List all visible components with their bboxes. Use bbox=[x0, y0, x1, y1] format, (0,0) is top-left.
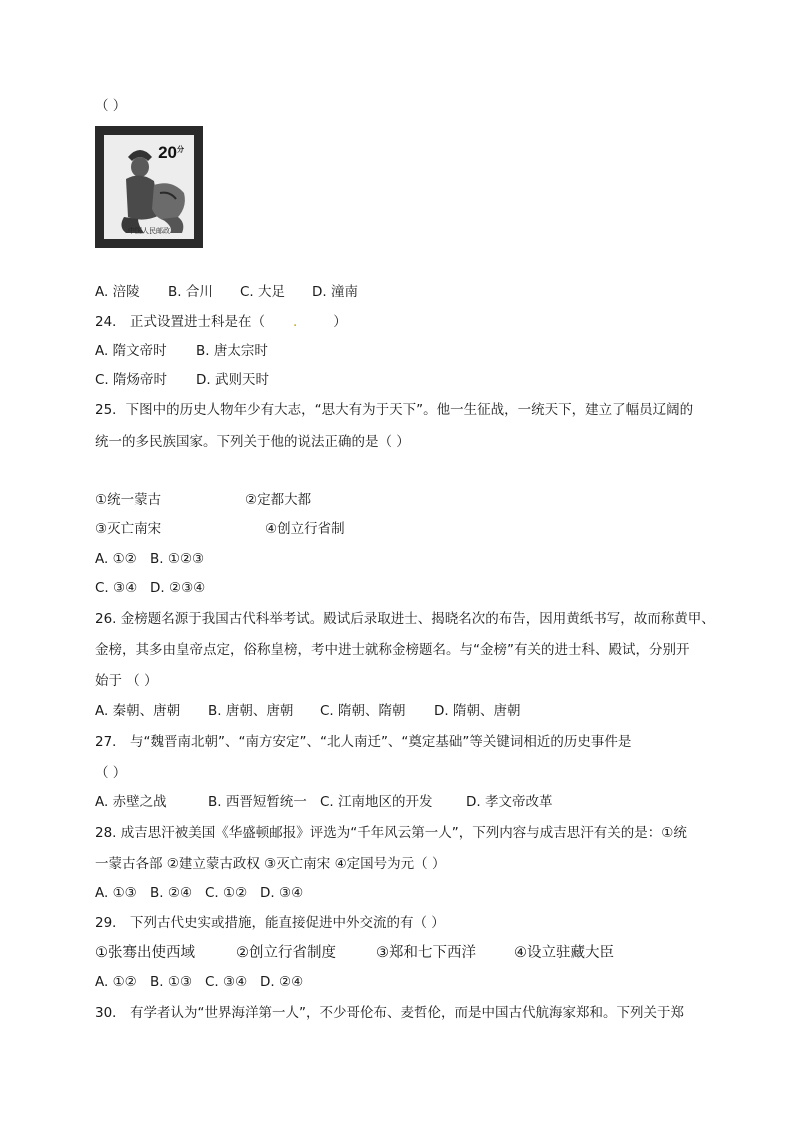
q26-stem-line-1: 26. 金榜题名源于我国古代科举考试。殿试后录取进士、揭晓名次的布告，因用黄纸书写，故而称黄甲、 bbox=[95, 611, 715, 627]
q25-option-d[interactable]: D. ②③④ bbox=[150, 580, 206, 596]
stamp-caption: 中国人民邮政 bbox=[128, 227, 170, 235]
q27-stem-line-1: 27． 与“魏晋南北朝”、“南方安定”、“北人南迁”、“奠定基础”等关键词相近的历史事件是 bbox=[95, 734, 632, 750]
q28-stem-line-1: 28. 成吉思汗被美国《华盛顿邮报》评选为“千年风云第一人”，下列内容与成吉思汗有关的是：①统 bbox=[95, 825, 687, 841]
q26-option-c[interactable]: C. 隋朝、隋朝 bbox=[320, 703, 406, 719]
q25-item-1: ①统一蒙古 bbox=[95, 492, 162, 508]
q26-option-d[interactable]: D. 隋朝、唐朝 bbox=[434, 703, 521, 719]
q29-option-d[interactable]: D. ②④ bbox=[260, 974, 304, 990]
q28-option-b[interactable]: B. ②④ bbox=[150, 885, 193, 901]
q27-option-a[interactable]: A. 赤壁之战 bbox=[95, 794, 167, 810]
q24-option-c[interactable]: C. 隋炀帝时 bbox=[95, 372, 168, 388]
stamp-denomination: $20^分$ bbox=[158, 143, 184, 162]
q27-option-b[interactable]: B. 西晋短暂统一 bbox=[208, 794, 307, 810]
q28-option-a[interactable]: A. ①③ bbox=[95, 885, 137, 901]
q24-option-d[interactable]: D. 武则天时 bbox=[196, 372, 269, 388]
stamp-image bbox=[95, 126, 203, 248]
q29-option-b[interactable]: B. ①③ bbox=[150, 974, 193, 990]
q29-item-4: ④设立驻藏大臣 bbox=[514, 945, 614, 961]
q23-option-d[interactable]: D. 潼南 bbox=[312, 284, 358, 300]
q26-option-b[interactable]: B. 唐朝、唐朝 bbox=[208, 703, 294, 719]
q29-option-c[interactable]: C. ③④ bbox=[205, 974, 248, 990]
q29-item-3: ③郑和七下西洋 bbox=[376, 945, 476, 961]
q24-stem: 24． 正式设置进士科是在（ . ） bbox=[95, 314, 347, 330]
q25-stem-line-1: 25．下图中的历史人物年少有大志，“思大有为于天下”。他一生征战，一统天下，建立了幅员辽阔的 bbox=[95, 402, 694, 418]
q28-option-d[interactable]: D. ③④ bbox=[260, 885, 304, 901]
q27-stem-line-2: （ ） bbox=[95, 765, 127, 781]
q27-option-d[interactable]: D. 孝文帝改革 bbox=[466, 794, 553, 810]
q29-item-1: ①张骞出使西域 bbox=[95, 945, 195, 961]
q23-option-b[interactable]: B. 合川 bbox=[168, 284, 213, 300]
q26-stem-line-3: 始于 （ ） bbox=[95, 673, 158, 689]
q24-option-b[interactable]: B. 唐太宗时 bbox=[196, 343, 268, 359]
q29-stem: 29． 下列古代史实或措施，能直接促进中外交流的有（ ） bbox=[95, 915, 445, 931]
q26-stem-line-2: 金榜，其多由皇帝点定，俗称皇榜，考中进士就称金榜题名。与“金榜”有关的进士科、殿试，分别开 bbox=[95, 642, 690, 658]
q24-option-a[interactable]: A. 隋文帝时 bbox=[95, 343, 167, 359]
q28-stem-line-2: 一蒙古各部 ②建立蒙古政权 ③灭亡南宋 ④定国号为元（ ） bbox=[95, 856, 446, 872]
q25-option-b[interactable]: B. ①②③ bbox=[150, 551, 205, 567]
q25-item-3: ③灭亡南宋 bbox=[95, 521, 162, 537]
q25-stem-line-2: 统一的多民族国家。下列关于他的说法正确的是（ ） bbox=[95, 434, 410, 450]
q28-option-c[interactable]: C. ①② bbox=[205, 885, 248, 901]
q30-stem-line-1: 30． 有学者认为“世界海洋第一人”，不少哥伦布、麦哲伦，而是中国古代航海家郑和。下列关于郑 bbox=[95, 1005, 684, 1021]
previous-question-bracket: （ ） bbox=[95, 98, 127, 114]
q23-option-c[interactable]: C. 大足 bbox=[240, 284, 286, 300]
q25-item-4: ④创立行省制 bbox=[265, 521, 345, 537]
q25-item-2: ②定都大都 bbox=[245, 492, 312, 508]
q25-option-a[interactable]: A. ①② bbox=[95, 551, 137, 567]
q29-option-a[interactable]: A. ①② bbox=[95, 974, 137, 990]
q29-item-2: ②创立行省制度 bbox=[236, 945, 336, 961]
q27-option-c[interactable]: C. 江南地区的开发 bbox=[320, 794, 433, 810]
q25-option-c[interactable]: C. ③④ bbox=[95, 580, 138, 596]
q23-option-a[interactable]: A. 涪陵 bbox=[95, 284, 140, 300]
q26-option-a[interactable]: A. 秦朝、唐朝 bbox=[95, 703, 181, 719]
